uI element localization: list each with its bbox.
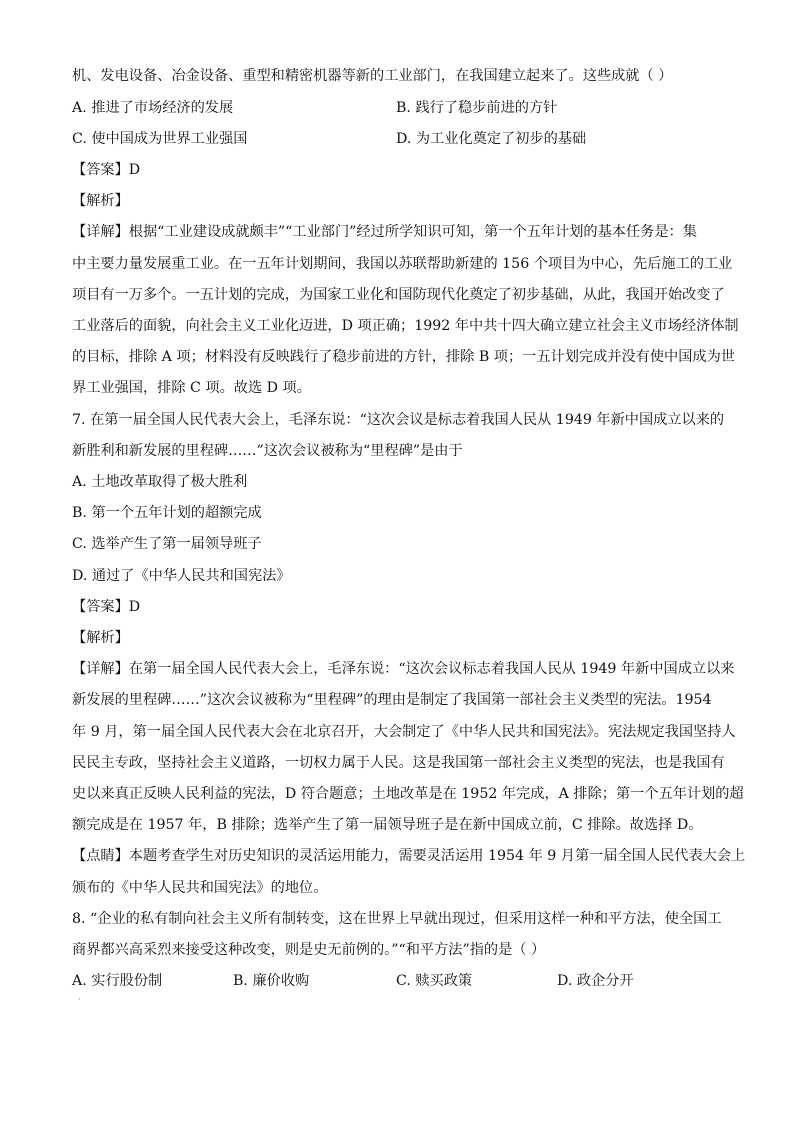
q8-option-c: C. 赎买政策 bbox=[396, 973, 473, 989]
q6-option-c: C. 使中国成为世界工业强国 bbox=[72, 131, 248, 147]
q6-detail-line: 项目有一万多个。一五计划的完成，为国家工业化和国防现代化奠定了初步基础，从此，我国开始改变了 bbox=[72, 287, 725, 303]
scan-dot-mark: · bbox=[78, 995, 81, 1004]
q7-comment-line: 【点睛】本题考查学生对历史知识的灵活运用能力，需要灵活运用 1954 年 9 月第一届全国人民代表大会上 bbox=[72, 848, 746, 864]
q6-option-b: B. 践行了稳步前进的方针 bbox=[396, 100, 558, 116]
q7-comment-line: 颁布的《中华人民共和国宪法》的地位。 bbox=[72, 880, 328, 896]
q7-stem-line: 新胜利和新发展的里程碑……”这次会议被称为“里程碑”是由于 bbox=[72, 443, 463, 459]
q7-stem-line: 7. 在第一届全国人民代表大会上，毛泽东说：“这次会议是标志着我国人民从 1949 年新中国成立以来的 bbox=[72, 412, 725, 428]
q7-option-a: A. 土地改革取得了极大胜利 bbox=[72, 474, 248, 490]
q6-detail-line: 工业落后的面貌，向社会主义工业化迈进，D 项正确；1992 年中共十四大确立建立社会主义市场经济体制 bbox=[72, 318, 739, 334]
q6-detail-line: 的目标，排除 A 项；材料没有反映践行了稳步前进的方针，排除 B 项；一五计划完成并没有使中国成为世 bbox=[72, 349, 735, 365]
q7-detail-line: 民民主专政，坚持社会主义道路，一切权力属于人民。这是我国第一部社会主义类型的宪法，也是我国有 bbox=[72, 755, 725, 771]
q6-detail-line: 界工业强国，排除 C 项。故选 D 项。 bbox=[72, 380, 311, 396]
q7-option-b: B. 第一个五年计划的超额完成 bbox=[72, 505, 262, 521]
q7-detail-line: 额完成是在 1957 年，B 排除；选举产生了第一届领导班子是在新中国成立前，C 排除。故选择 D。 bbox=[72, 817, 703, 833]
q7-option-c: C. 选举产生了第一届领导班子 bbox=[72, 536, 262, 552]
q7-detail-line: 年 9 月，第一届全国人民代表大会在北京召开，大会制定了《中华人民共和国宪法》。宪法规定我国坚持人 bbox=[72, 724, 736, 740]
q8-option-a: A. 实行股份制 bbox=[72, 973, 163, 989]
q7-detail-line: 【详解】在第一届全国人民代表大会上，毛泽东说：“这次会议标志着我国人民从 1949 年新中国成立以来 bbox=[72, 661, 735, 677]
q7-detail-line: 史以来真正反映人民利益的宪法，D 符合题意；土地改革是在 1952 年完成，A 排除；第一个五年计划的超 bbox=[72, 786, 744, 802]
q8-stem-line: 商界都兴高采烈来接受这种改变，则是史无前例的。”“和平方法”指的是（ ） bbox=[72, 942, 546, 958]
q7-answer: 【答案】D bbox=[72, 599, 141, 615]
q7-analysis-heading: 【解析】 bbox=[72, 630, 129, 646]
q6-option-d: D. 为工业化奠定了初步的基础 bbox=[396, 131, 587, 147]
q8-option-b: B. 廉价收购 bbox=[233, 973, 310, 989]
q6-option-a: A. 推进了市场经济的发展 bbox=[72, 100, 234, 116]
q6-stem-tail: 机、发电设备、冶金设备、重型和精密机器等新的工业部门，在我国建立起来了。这些成就（ ） bbox=[72, 68, 673, 84]
q7-detail-line: 新发展的里程碑……”这次会议被称为“里程碑”的理由是制定了我国第一部社会主义类型的宪法。1954 bbox=[72, 692, 712, 708]
q8-stem-line: 8. “企业的私有制向社会主义所有制转变，这在世界上早就出现过，但采用这样一种和平方法，使全国工 bbox=[72, 911, 722, 927]
q6-answer: 【答案】D bbox=[72, 162, 141, 178]
q6-detail-line: 【详解】根据“工业建设成就颇丰”“工业部门”经过所学知识可知，第一个五年计划的基本任务是：集 bbox=[72, 224, 697, 240]
q6-detail-line: 中主要力量发展重工业。在一五年计划期间，我国以苏联帮助新建的 156 个项目为中心，先后施工的工业 bbox=[72, 256, 733, 272]
q7-option-d: D. 通过了《中华人民共和国宪法》 bbox=[72, 568, 291, 584]
q8-option-d: D. 政企分开 bbox=[557, 973, 634, 989]
q6-analysis-heading: 【解析】 bbox=[72, 193, 129, 209]
